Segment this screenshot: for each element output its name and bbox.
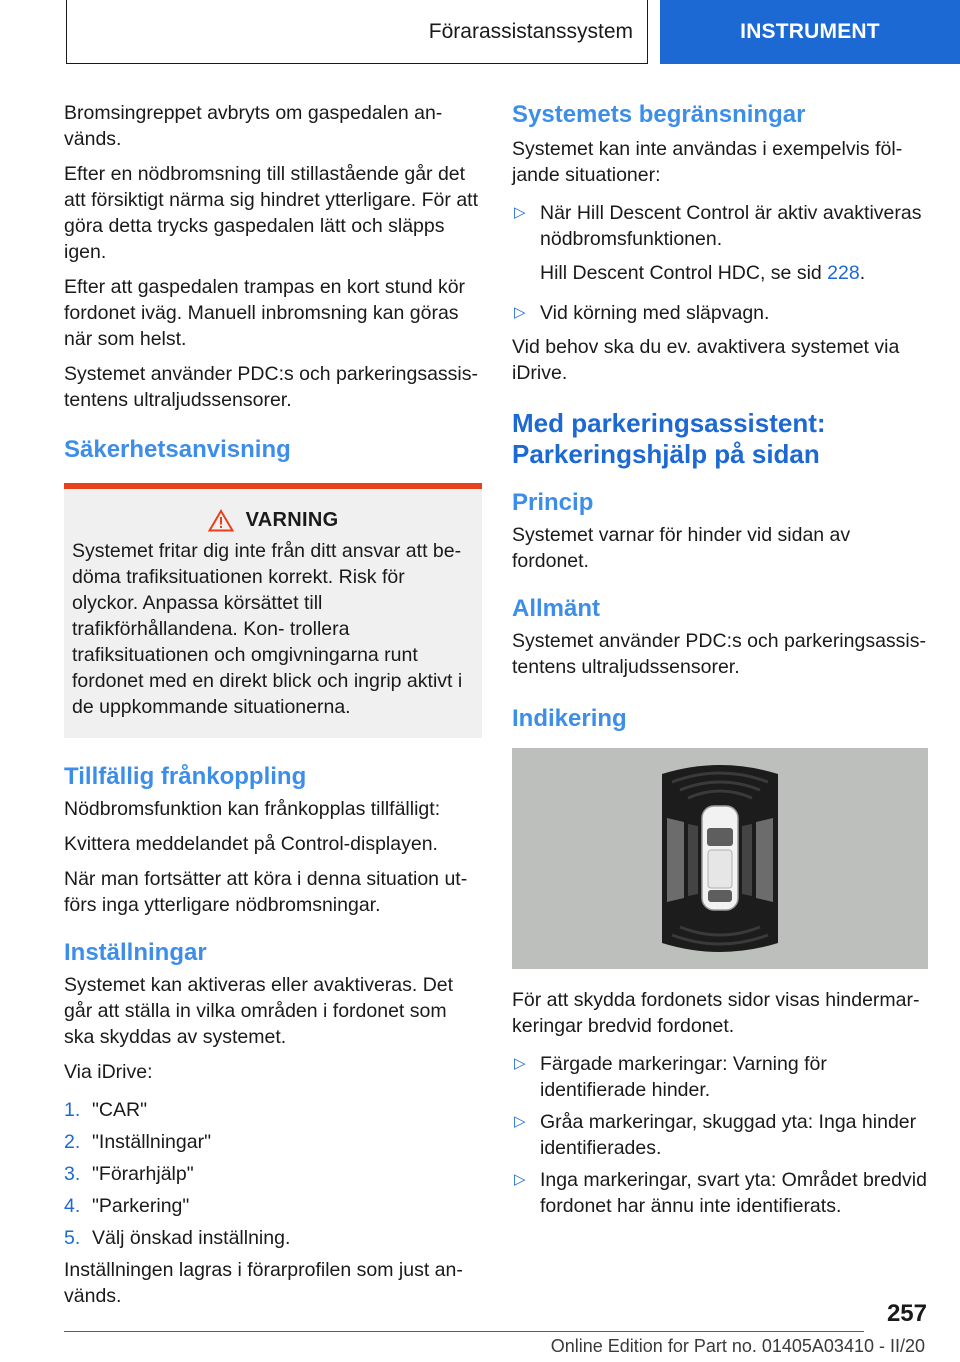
paragraph: När man fortsätter att köra i denna situation ut‐ förs inga ytterligare nödbromsningar. xyxy=(64,868,468,916)
list-item: 1. "CAR" xyxy=(64,1099,148,1121)
left-column xyxy=(64,100,482,1318)
warning-title xyxy=(72,509,474,532)
safety-heading: Säkerhetsanvisning xyxy=(64,436,291,463)
paragraph: Systemet kan aktiveras eller avaktiveras. Det går att ställa in vilka områden i fordonet som ska skyddas av systemet. xyxy=(64,974,454,1048)
page-number: 257 xyxy=(886,1300,927,1327)
limits-heading: Systemets begränsningar xyxy=(512,101,806,128)
limits-list xyxy=(512,200,930,252)
header-chapter-tab[interactable]: INSTRUMENT xyxy=(660,0,960,64)
right-column xyxy=(512,100,930,1227)
paragraph: Systemet använder PDC:s och parkeringsassis‐ tentens ultraljudssensorer. xyxy=(64,363,479,411)
cross-reference: Hill Descent Control HDC, se sid 228. xyxy=(540,262,866,284)
main-heading: Med parkeringsassistent: Parkeringshjälp på sidan xyxy=(512,408,826,469)
paragraph: Systemet varnar för hinder vid sidan av fordonet. xyxy=(512,524,851,572)
list-item: 5. Välj önskad inställning. xyxy=(64,1227,291,1249)
settings-steps-list xyxy=(64,1097,482,1251)
footer-edition: Online Edition for Part no. 01405A03410 - II/20 xyxy=(550,1336,925,1356)
warning-triangle-icon xyxy=(208,509,234,532)
paragraph: Kvittera meddelandet på Control-displayen. xyxy=(64,833,438,855)
paragraph: Systemet använder PDC:s och parkeringsassis‐ tentens ultraljudssensorer. xyxy=(512,630,927,678)
paragraph: Via iDrive: xyxy=(64,1061,153,1083)
footer-divider xyxy=(64,1331,864,1332)
list-item: 3. "Förarhjälp" xyxy=(64,1163,194,1185)
settings-heading: Inställningar xyxy=(64,939,207,966)
list-item: ▷ Vid körning med släpvagn. xyxy=(514,302,770,324)
parking-display-image xyxy=(512,748,928,969)
header-section-title: Förarassistanssystem xyxy=(66,0,648,64)
general-heading: Allmänt xyxy=(512,595,601,622)
paragraph: Efter en nödbromsning till stillastående går det att försiktigt närma sig hindret ytterligare. För att göra detta trycks gaspedalen lätt och släpps igen. xyxy=(64,163,478,263)
list-item: ▷ Gråa markeringar, skuggad yta: Inga hinder identifierades. xyxy=(514,1111,917,1159)
paragraph: För att skydda fordonets sidor visas hindermar‐ keringar bredvid fordonet. xyxy=(512,989,920,1037)
paragraph: Inställningen lagras i förarprofilen som just an‐ vänds. xyxy=(64,1259,463,1307)
limits-list-2 xyxy=(512,300,930,326)
principle-heading: Princip xyxy=(512,489,594,516)
list-item: ▷ Inga markeringar, svart yta: Området bredvid fordonet har ännu inte identifierats. xyxy=(514,1169,927,1217)
parking-assist-illustration xyxy=(512,748,928,969)
bullet-triangle-icon: ▷ xyxy=(514,1055,526,1072)
warning-box xyxy=(64,483,482,738)
indication-heading: Indikering xyxy=(512,705,627,732)
list-item: 4. "Parkering" xyxy=(64,1195,190,1217)
indication-list xyxy=(512,1051,930,1219)
paragraph: Vid behov ska du ev. avaktivera systemet via iDrive. xyxy=(512,336,900,384)
list-item: ▷ När Hill Descent Control är aktiv avaktiveras nödbromsfunktionen. xyxy=(514,202,922,250)
bullet-triangle-icon: ▷ xyxy=(514,1113,526,1130)
paragraph: Systemet kan inte användas i exempelvis föl‐ jande situationer: xyxy=(512,138,903,186)
list-item: ▷ Färgade markeringar: Varning för identifierade hinder. xyxy=(514,1053,827,1101)
bullet-triangle-icon: ▷ xyxy=(514,204,526,221)
list-item: 2. "Inställningar" xyxy=(64,1131,211,1153)
warning-label: VARNING xyxy=(245,509,339,531)
paragraph: Bromsingreppet avbryts om gaspedalen an‐ vänds. xyxy=(64,102,443,150)
warning-text: Systemet fritar dig inte från ditt ansvar att be‐ döma trafiksituationen korrekt. Risk för olyckor. Anpassa körsättet till trafikförhållandena. Kon‐ trollera trafiksituationen och omgivningarna runt fordonet med en direkt blick och ingrip aktivt i de uppkommande situationerna. xyxy=(72,540,463,718)
page-link[interactable]: 228 xyxy=(827,262,860,284)
temp-disable-heading: Tillfällig frånkoppling xyxy=(64,763,307,790)
bullet-triangle-icon: ▷ xyxy=(514,304,526,321)
paragraph: Efter att gaspedalen trampas en kort stund kör fordonet iväg. Manuell inbromsning kan göras när som helst. xyxy=(64,276,466,350)
paragraph: Nödbromsfunktion kan frånkopplas tillfälligt: xyxy=(64,798,441,820)
bullet-triangle-icon: ▷ xyxy=(514,1171,526,1188)
